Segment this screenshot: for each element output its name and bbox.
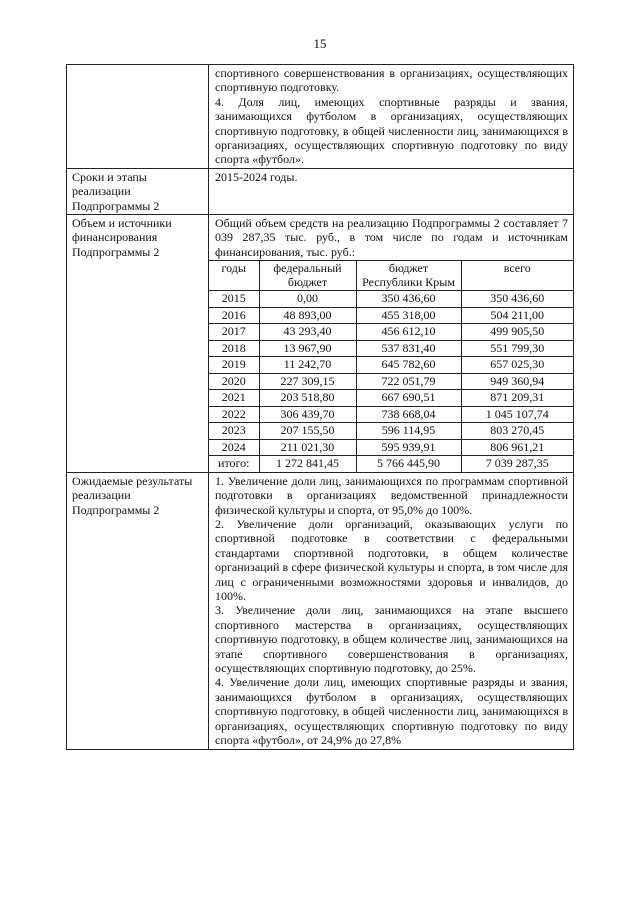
continuation-content (209, 65, 574, 169)
year-cell: 2022 (209, 406, 259, 423)
federal-cell: 11 242,70 (259, 357, 356, 374)
total-cell: 657 025,30 (461, 357, 573, 374)
continuation-label (67, 65, 209, 169)
crimea-cell: 456 612,10 (356, 324, 461, 341)
table-row (209, 291, 573, 308)
year-cell: 2017 (209, 324, 259, 341)
total-crimea-cell: 5 766 445,90 (356, 456, 461, 473)
total-cell: 1 045 107,74 (461, 406, 573, 423)
total-cell: 499 905,50 (461, 324, 573, 341)
continuation-line-1: спортивного совершенствования в организациях, осуществляющих спортивную подготовку. (215, 66, 568, 95)
results-row (67, 472, 574, 749)
total-cell: 949 360,94 (461, 373, 573, 390)
result-item-4: 4. Увеличение доли лиц, имеющих спортивные разряды и звания, занимающихся футболом в организациях, осуществляющих спортивную подготовку, в общей численности лиц, занимающихся в организациях, осуществляющих спортивную подготовку по виду спорта «футбол», от 24,9% до 27,8% (215, 675, 568, 748)
continuation-line-2: 4. Доля лиц, имеющих спортивные разряды и звания, занимающихся футболом в организациях, осуществляющих спортивную подготовку, в общей численности лиц, занимающихся в организациях, осуществляющих спортивную подготовку по виду спорта «футбол». (215, 94, 568, 167)
table-row (209, 390, 573, 407)
header-years: годы (209, 261, 259, 291)
year-cell: 2015 (209, 291, 259, 308)
crimea-cell: 645 782,60 (356, 357, 461, 374)
table-row (209, 439, 573, 456)
federal-cell: 306 439,70 (259, 406, 356, 423)
header-crimea: бюджет Республики Крым (356, 261, 461, 291)
financing-row (67, 215, 574, 473)
total-cell: 803 270,45 (461, 423, 573, 440)
terms-value: 2015-2024 годы. (209, 168, 574, 214)
total-cell: 350 436,60 (461, 291, 573, 308)
results-label: Ожидаемые результаты реализации Подпрограммы 2 (67, 472, 209, 749)
financing-content (209, 215, 574, 473)
header-federal: федеральный бюджет (259, 261, 356, 291)
federal-cell: 203 518,80 (259, 390, 356, 407)
header-total: всего (461, 261, 573, 291)
year-cell: 2021 (209, 390, 259, 407)
financing-intro: Общий объем средств на реализацию Подпрограммы 2 составляет 7 039 287,35 тыс. руб., в том числе по годам и источникам финансирования, тыс. руб.: (215, 216, 568, 259)
financing-table (209, 260, 573, 473)
federal-cell: 211 021,30 (259, 439, 356, 456)
passport-table (66, 64, 574, 750)
total-row (209, 456, 573, 473)
total-cell: 871 209,31 (461, 390, 573, 407)
table-row (209, 307, 573, 324)
table-row (209, 340, 573, 357)
total-cell: 806 961,21 (461, 439, 573, 456)
total-federal-cell: 1 272 841,45 (259, 456, 356, 473)
result-item-3: 3. Увеличение доли лиц, занимающихся на этапе высшего спортивного мастерства в организациях, осуществляющих спортивную подготовку, в общем количестве лиц, занимающихся на этапе спортивного совершенствования в организациях, осуществляющих спортивную подготовку, до 25%. (215, 603, 568, 676)
table-row (209, 324, 573, 341)
federal-cell: 43 293,40 (259, 324, 356, 341)
total-cell: 551 799,30 (461, 340, 573, 357)
year-cell: 2018 (209, 340, 259, 357)
terms-row (67, 168, 574, 214)
year-cell: 2019 (209, 357, 259, 374)
crimea-cell: 595 939,91 (356, 439, 461, 456)
year-cell: 2023 (209, 423, 259, 440)
federal-cell: 227 309,15 (259, 373, 356, 390)
total-total-cell: 7 039 287,35 (461, 456, 573, 473)
financing-label: Объем и источники финансирования Подпрограммы 2 (67, 215, 209, 473)
federal-cell: 0,00 (259, 291, 356, 308)
result-item-1: 1. Увеличение доли лиц, занимающихся по программам спортивной подготовки в организациях ведомственной принадлежности физической культуры и спорта, от 95,0% до 100%. (215, 473, 568, 517)
crimea-cell: 722 051,79 (356, 373, 461, 390)
continuation-row (67, 65, 574, 169)
financing-header-row (209, 261, 573, 291)
total-cell: 504 211,00 (461, 307, 573, 324)
crimea-cell: 738 668,04 (356, 406, 461, 423)
year-cell: 2016 (209, 307, 259, 324)
federal-cell: 13 967,90 (259, 340, 356, 357)
table-row (209, 373, 573, 390)
crimea-cell: 537 831,40 (356, 340, 461, 357)
terms-label: Сроки и этапы реализации Подпрограммы 2 (67, 168, 209, 214)
year-cell: 2020 (209, 373, 259, 390)
total-label-cell: итого: (209, 456, 259, 473)
federal-cell: 48 893,00 (259, 307, 356, 324)
crimea-cell: 455 318,00 (356, 307, 461, 324)
crimea-cell: 667 690,51 (356, 390, 461, 407)
page-number: 15 (313, 36, 327, 51)
result-item-2: 2. Увеличение доли организаций, оказывающих услуги по спортивной подготовке в соответствии с федеральными стандартами спортивной подготовки, в общем количестве организаций в сфере физической культуры и спорта, в том числе для лиц с ограниченными возможностями здоровья и инвалидов, до 100%. (215, 517, 568, 604)
table-row (209, 423, 573, 440)
crimea-cell: 596 114,95 (356, 423, 461, 440)
results-content (209, 472, 574, 749)
federal-cell: 207 155,50 (259, 423, 356, 440)
table-row (209, 406, 573, 423)
table-row (209, 357, 573, 374)
crimea-cell: 350 436,60 (356, 291, 461, 308)
year-cell: 2024 (209, 439, 259, 456)
